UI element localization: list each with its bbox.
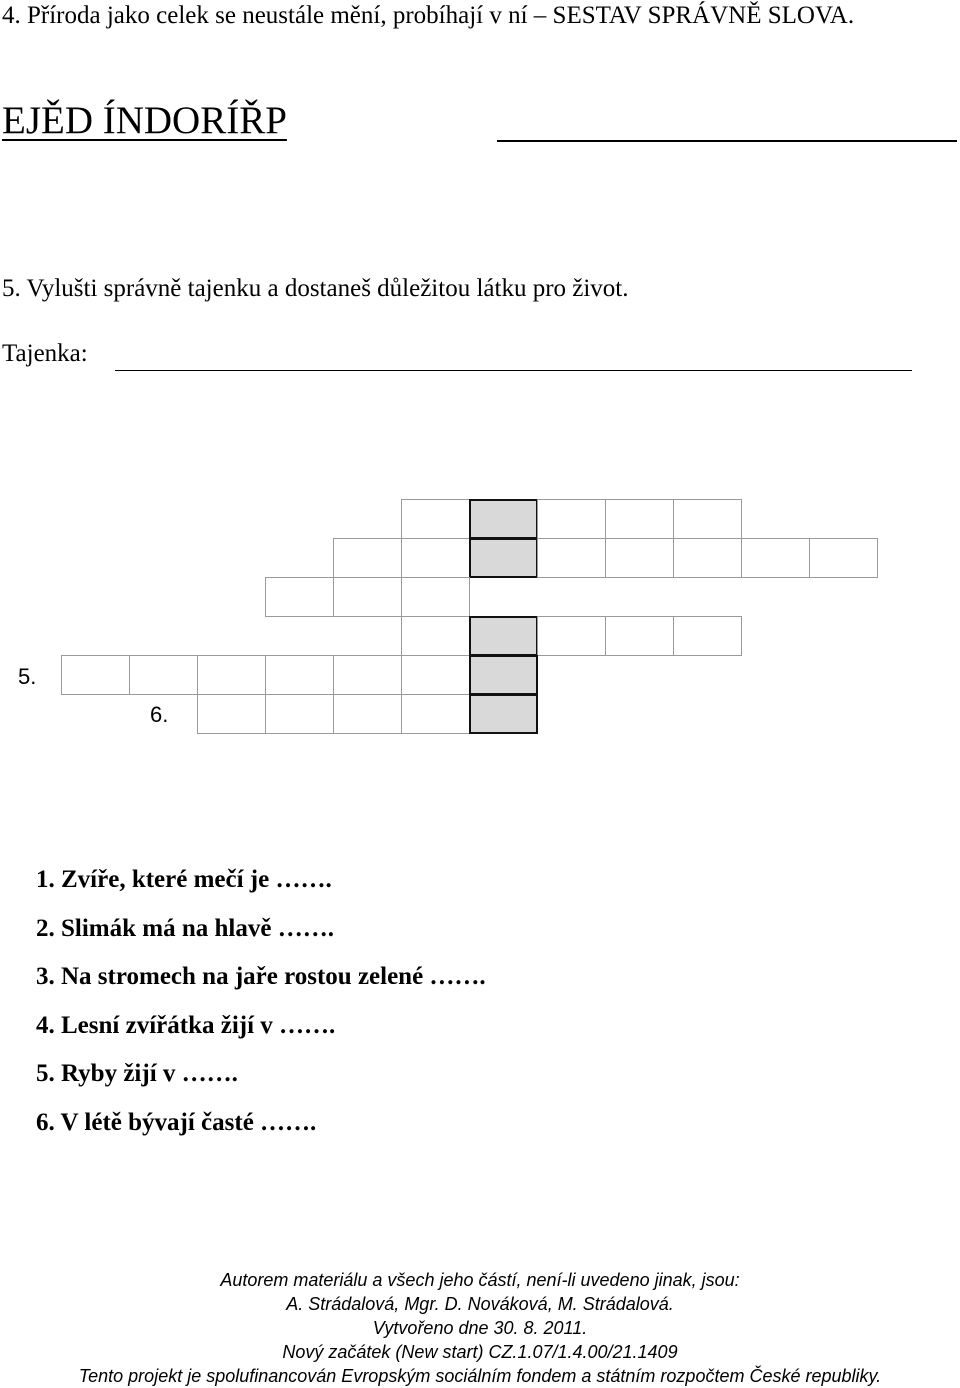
clue-1: 1. Zvíře, které mečí je ……. bbox=[36, 866, 332, 893]
crossword-cell[interactable] bbox=[333, 577, 402, 617]
crossword-secret-cell[interactable] bbox=[469, 499, 538, 539]
crossword-cell[interactable] bbox=[401, 538, 470, 578]
crossword-cell[interactable] bbox=[197, 694, 266, 734]
crossword-cell[interactable] bbox=[673, 616, 742, 656]
crossword-cell[interactable] bbox=[401, 616, 470, 656]
clue-4: 4. Lesní zvířátka žijí v ……. bbox=[36, 1011, 336, 1039]
crossword-cell[interactable] bbox=[401, 499, 470, 539]
crossword-cell[interactable] bbox=[129, 655, 198, 695]
crossword-cell[interactable] bbox=[197, 655, 266, 695]
crossword-cell[interactable] bbox=[265, 694, 334, 734]
crossword-cell[interactable] bbox=[401, 655, 470, 695]
crossword-cell[interactable] bbox=[401, 694, 470, 734]
crossword-secret-cell[interactable] bbox=[469, 616, 538, 656]
crossword-cell[interactable] bbox=[537, 538, 606, 578]
task-4-heading: 4. Příroda jako celek se neustále mění, probíhají v ní – SESTAV SPRÁVNĚ SLOVA. bbox=[2, 2, 855, 29]
crossword-cell[interactable] bbox=[605, 499, 674, 539]
footer bbox=[0, 1268, 960, 1388]
crossword-cell[interactable] bbox=[605, 538, 674, 578]
tajenka-label: Tajenka: bbox=[2, 340, 88, 367]
crossword-secret-cell[interactable] bbox=[469, 655, 538, 695]
crossword-cell[interactable] bbox=[401, 577, 470, 617]
scrambled-word: EJĚD ÍNDORÍŘP bbox=[2, 99, 287, 142]
footer-line-3: Vytvořeno dne 30. 8. 2011. bbox=[372, 1318, 588, 1338]
clue-list bbox=[36, 862, 486, 1153]
footer-line-5: Tento projekt je spolufinancován Evropským sociálním fondem a státním rozpočtem České republiky. bbox=[78, 1366, 882, 1386]
crossword-cell[interactable] bbox=[605, 616, 674, 656]
crossword-cell[interactable] bbox=[673, 499, 742, 539]
crossword-secret-cell[interactable] bbox=[469, 538, 538, 578]
clue-number-5: 5. bbox=[18, 664, 37, 689]
crossword-cell[interactable] bbox=[333, 655, 402, 695]
crossword-secret-cell[interactable] bbox=[469, 694, 538, 734]
crossword-cell[interactable] bbox=[741, 538, 810, 578]
footer-line-2: A. Strádalová, Mgr. D. Nováková, M. Strádalová. bbox=[286, 1294, 674, 1314]
crossword-cell[interactable] bbox=[61, 655, 130, 695]
footer-line-1: Autorem materiálu a všech jeho částí, není-li uvedeno jinak, jsou: bbox=[220, 1270, 740, 1290]
clue-6: 6. V létě bývají časté ……. bbox=[36, 1108, 317, 1136]
crossword-cell[interactable] bbox=[265, 577, 334, 617]
clue-3: 3. Na stromech na jaře rostou zelené ……. bbox=[36, 963, 486, 990]
clue-2: 2. Slimák má na hlavě ……. bbox=[36, 914, 334, 942]
crossword-cell[interactable] bbox=[537, 616, 606, 656]
crossword-cell[interactable] bbox=[673, 538, 742, 578]
clue-number-6: 6. bbox=[150, 702, 169, 727]
task-5-heading: 5. Vylušti správně tajenku a dostaneš důležitou látku pro život. bbox=[2, 275, 629, 302]
crossword-cell[interactable] bbox=[265, 655, 334, 695]
crossword-cell[interactable] bbox=[809, 538, 878, 578]
crossword-cell[interactable] bbox=[537, 499, 606, 539]
crossword-cell[interactable] bbox=[333, 538, 402, 578]
clue-5: 5. Ryby žijí v ……. bbox=[36, 1060, 238, 1087]
footer-line-4: Nový začátek (New start) CZ.1.07/1.4.00/21.1409 bbox=[282, 1342, 678, 1362]
crossword-cell[interactable] bbox=[333, 694, 402, 734]
